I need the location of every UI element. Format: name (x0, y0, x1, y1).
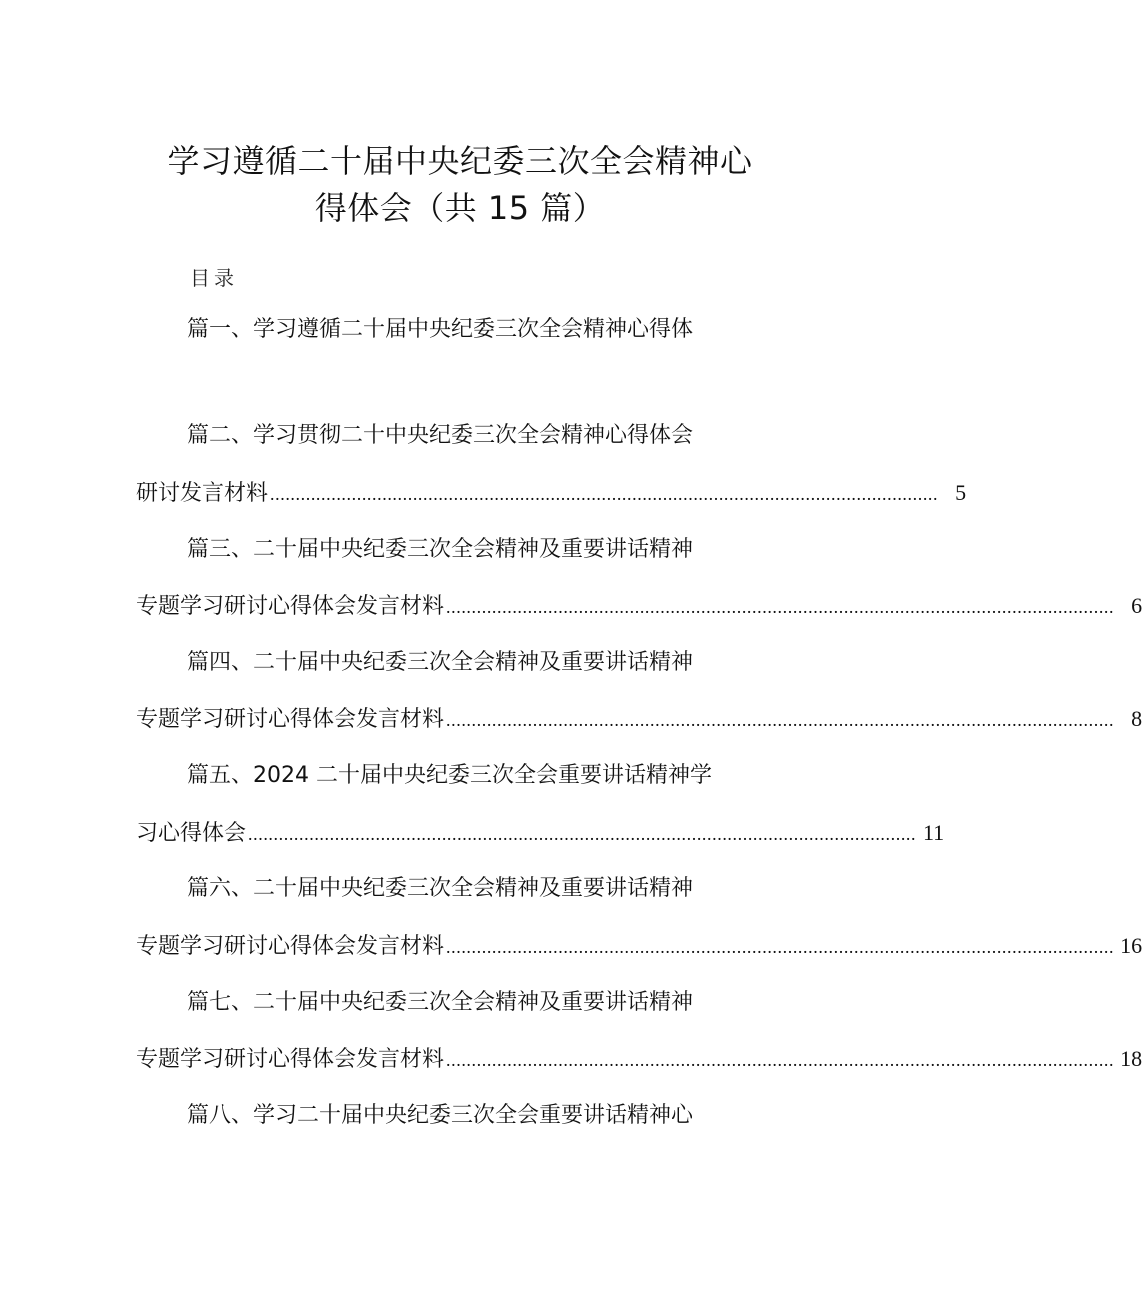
toc-entry-7-heading[interactable]: 篇七、二十届中央纪委三次全会精神及重要讲话精神 (187, 990, 694, 1015)
toc-entry-7-continuation[interactable] (136, 1043, 1142, 1076)
document-title-line2: 得体会（共 15 篇） (314, 189, 606, 227)
toc-entry-3-text: 专题学习研讨心得体会发言材料 (136, 594, 445, 619)
toc-entry-7-text: 专题学习研讨心得体会发言材料 (136, 1047, 445, 1072)
toc-entry-5-continuation[interactable] (136, 817, 945, 850)
toc-entry-2-heading[interactable]: 篇二、学习贯彻二十中央纪委三次全会精神心得体会 (187, 423, 694, 448)
toc-entry-7-page: 18 (1120, 1046, 1142, 1071)
dot-leader: ................................................................................................................................... (270, 484, 939, 504)
toc-entry-8-heading[interactable]: 篇八、学习二十届中央纪委三次全会重要讲话精神心 (187, 1103, 694, 1128)
toc-entry-4-heading[interactable]: 篇四、二十届中央纪委三次全会精神及重要讲话精神 (187, 650, 694, 675)
toc-entry-4-page: 8 (1131, 706, 1142, 731)
toc-entry-2-page: 5 (955, 480, 967, 505)
toc-entry-3-heading[interactable]: 篇三、二十届中央纪委三次全会精神及重要讲话精神 (187, 537, 694, 562)
toc-entry-6-heading[interactable]: 篇六、二十届中央纪委三次全会精神及重要讲话精神 (187, 876, 694, 901)
toc-entry-6-continuation[interactable] (136, 930, 1142, 963)
dot-leader: ................................................................................................................................... (446, 1050, 1115, 1070)
toc-entry-3-continuation[interactable] (136, 590, 1142, 623)
document-title-line1: 学习遵循二十届中央纪委三次全会精神心 (167, 142, 753, 180)
toc-entry-5-page: 11 (922, 820, 945, 845)
dot-leader: ................................................................................................................................... (248, 824, 917, 844)
dot-leader: ................................................................................................................................... (446, 597, 1115, 617)
toc-entry-5-heading[interactable]: 篇五、2024 二十届中央纪委三次全会重要讲话精神学 (187, 763, 712, 788)
toc-entry-1-heading[interactable]: 篇一、学习遵循二十届中央纪委三次全会精神心得体 (187, 317, 694, 342)
toc-entry-3-page: 6 (1131, 593, 1142, 618)
toc-entry-6-text: 专题学习研讨心得体会发言材料 (136, 934, 445, 959)
toc-entry-4-continuation[interactable] (136, 703, 1142, 736)
dot-leader: ................................................................................................................................... (446, 710, 1115, 730)
dot-leader: ................................................................................................................................... (446, 937, 1115, 957)
toc-entry-2-continuation[interactable] (136, 477, 967, 510)
toc-entry-4-text: 专题学习研讨心得体会发言材料 (136, 707, 445, 732)
toc-entry-2-text: 研讨发言材料 (136, 481, 269, 506)
toc-label: 目录 (190, 266, 238, 290)
toc-entry-6-page: 16 (1120, 933, 1142, 958)
toc-entry-5-text: 习心得体会 (136, 821, 247, 846)
